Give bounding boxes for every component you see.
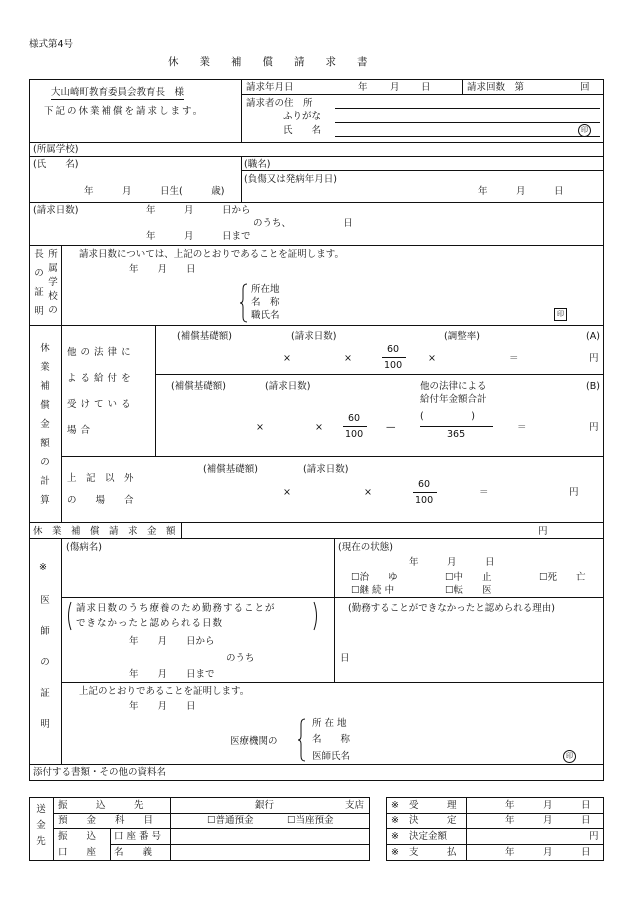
days-within: のうち、 日: [253, 218, 353, 229]
divider: [155, 325, 156, 456]
person-name-label: (氏 名): [33, 159, 79, 170]
yen-unit: 円: [589, 353, 599, 364]
fraction-bar: [413, 492, 437, 493]
divider: [29, 797, 370, 798]
base-amount-label: (補償基礎額): [171, 381, 226, 392]
divider: [386, 844, 603, 845]
principal-location: 所在地: [251, 284, 280, 295]
days-to: 年 月 日まで: [146, 231, 251, 242]
divider: [603, 797, 604, 861]
divider: [155, 374, 603, 375]
days-label: (請求日数): [33, 205, 79, 216]
divider: [29, 156, 603, 157]
paren-right-icon: [313, 601, 319, 631]
times-sign: ×: [315, 422, 323, 433]
times-sign: ×: [283, 353, 291, 364]
divider: [386, 797, 387, 860]
base-amount-label: (補償基礎額): [177, 331, 232, 342]
furigana-field[interactable]: [335, 122, 600, 123]
decided-amount-label: 決定金額: [409, 831, 448, 842]
birth-date: 年 月 日生( 歳): [84, 186, 225, 197]
care-days-text: 請求日数のうち療養のため勤務することが: [76, 603, 276, 614]
times-sign: ×: [364, 487, 372, 498]
institution-name: 名 称: [312, 734, 351, 745]
principal-official: 職氏名: [251, 310, 280, 321]
divider: [241, 94, 603, 95]
times-sign: ×: [344, 353, 352, 364]
address-field[interactable]: [335, 108, 600, 109]
annual-pension-label: 給付年金額合計: [420, 394, 487, 405]
doctor-side-label: 医 師 の 証 明: [40, 595, 50, 730]
equals-sign: ＝: [479, 487, 489, 498]
divider: [462, 79, 463, 94]
form-number: 様式第4号: [29, 39, 74, 50]
numerator: 60: [348, 413, 361, 424]
yen-unit: 円: [569, 487, 579, 498]
addressee-name: 大山崎町教育委員会教育長 様: [51, 87, 185, 98]
decision-date: 年 月 日: [505, 815, 591, 826]
furigana-label: ふりがな: [283, 111, 322, 122]
divider: [386, 813, 603, 814]
care-from: 年 月 日から: [129, 636, 215, 647]
office-mark: ※: [391, 847, 399, 858]
frame-left: [29, 79, 30, 780]
branch-label: 支店: [345, 800, 365, 811]
calc-side-label: 休 業 補 償 金 額 の 計 算: [40, 343, 50, 506]
account-number-label: 口 座 番 号: [114, 831, 162, 842]
disease-label: (傷病名): [66, 542, 102, 553]
account-label: 口 座: [58, 847, 97, 858]
bank-label: 銀行: [255, 800, 275, 811]
divider: [61, 325, 62, 522]
office-use-mark: ※: [39, 562, 47, 573]
days-label-a: (請求日数): [291, 331, 337, 342]
days-label-b: (請求日数): [265, 381, 311, 392]
divider: [29, 538, 603, 539]
other-law-pay-label: 他の法律による: [420, 381, 487, 392]
request-date-label: 請求年月日: [246, 82, 294, 93]
pension-field[interactable]: ( ): [420, 411, 475, 422]
other-law-line: 受 け て い る: [67, 399, 132, 410]
divider: [61, 245, 62, 325]
requested-amount-label: 休 業 補 償 請 求 金 額: [33, 526, 176, 537]
institution-label: 医療機関の: [230, 736, 278, 747]
school-label: (所属学校): [33, 144, 79, 155]
other-case-line: 上 記 以 外: [67, 473, 134, 484]
frame-right: [603, 79, 604, 780]
fraction-bar: [343, 426, 367, 427]
address-label: 請求者の住 所: [246, 98, 313, 109]
divider: [241, 156, 242, 202]
frame-bottom: [29, 780, 604, 781]
care-within: のうち 日: [226, 653, 350, 664]
times-sign: ×: [428, 353, 436, 364]
divider: [53, 813, 369, 814]
days-from: 年 月 日から: [146, 205, 251, 216]
office-mark: ※: [391, 831, 399, 842]
equals-sign: ＝: [517, 422, 527, 433]
equals-sign: ＝: [509, 353, 519, 364]
divider: [61, 597, 603, 598]
brace-icon: [240, 283, 248, 323]
received-label: 受 理: [409, 800, 457, 811]
formula-a-label: (A): [586, 331, 600, 342]
requester-name-field[interactable]: [335, 136, 600, 137]
divider: [170, 797, 171, 828]
transfer-label: 振 込: [58, 831, 97, 842]
divider: [369, 797, 370, 860]
divider: [181, 522, 182, 538]
status-date: 年 月 日: [409, 557, 495, 568]
status-label: (現在の状態): [338, 542, 393, 553]
job-label: (職名): [244, 159, 271, 170]
divider: [29, 245, 603, 246]
divider: [61, 456, 603, 457]
divider: [53, 828, 369, 829]
account-holder-label: 名 義: [114, 847, 153, 858]
principal-side-label-2: 所 属 学 校 の: [48, 249, 58, 316]
doctor-certify-text: 上記のとおりであることを証明します。: [79, 686, 250, 697]
divider: [29, 325, 603, 326]
remittance-side-label: 送 金 先: [36, 804, 46, 847]
divider: [386, 828, 603, 829]
frame-top: [29, 79, 603, 80]
fraction-bar: [382, 357, 406, 358]
divider: [29, 142, 603, 143]
rate-label: (調整率): [444, 331, 480, 342]
divider: [241, 79, 242, 142]
stamp-icon: 印: [554, 308, 567, 321]
decision-label: 決 定: [409, 815, 457, 826]
attachments-label: 添付する書類・その他の資料名: [33, 767, 167, 778]
denominator-365: 365: [447, 429, 466, 440]
divider: [29, 202, 603, 203]
times-sign: ×: [283, 487, 291, 498]
divider: [29, 797, 30, 860]
divider: [170, 828, 171, 860]
denominator: 100: [384, 360, 403, 371]
request-statement: 下記の休業補償を請求します。: [44, 106, 205, 117]
formula-b-label: (B): [586, 381, 600, 392]
divider: [110, 844, 369, 845]
count-unit: 回: [580, 82, 590, 93]
yen-unit: 円: [589, 422, 599, 433]
request-count-label: 請求回数 第: [467, 82, 525, 93]
denominator: 100: [345, 429, 364, 440]
divider: [466, 797, 467, 860]
principal-date: 年 月 日: [129, 264, 196, 275]
doctor-cert-date: 年 月 日: [129, 701, 196, 712]
status-continuing[interactable]: ☐継 続 中: [351, 585, 395, 596]
office-mark: ※: [391, 815, 399, 826]
divider: [29, 522, 603, 523]
seal-icon: 印: [563, 750, 576, 763]
office-mark: ※: [391, 800, 399, 811]
reason-label: (勤務することができなかったと認められる理由): [348, 603, 555, 614]
status-cured[interactable]: ☐治 ゆ: [351, 572, 398, 583]
principal-statement: 請求日数については、上記のとおりであることを証明します。: [79, 249, 345, 260]
divider: [29, 764, 603, 765]
divider: [386, 860, 603, 861]
ordinary-deposit-option[interactable]: ☐普通預金: [207, 815, 254, 826]
denominator: 100: [415, 495, 434, 506]
principal-side-label: 長 の 証 明: [34, 249, 44, 317]
day-label: 日: [421, 82, 431, 93]
brace-icon: [298, 718, 306, 762]
care-days-text: できなかったと認められる日数: [76, 618, 224, 629]
received-date: 年 月 日: [505, 800, 591, 811]
other-case-line: の 場 合: [67, 495, 134, 506]
base-amount-label: (補償基礎額): [203, 464, 258, 475]
divider: [61, 682, 603, 683]
fraction-bar: [420, 426, 493, 427]
divider: [386, 797, 603, 798]
injury-label: (負傷又は発病年月日): [244, 174, 337, 185]
numerator: 60: [387, 344, 400, 355]
institution-location: 所 在 地: [312, 718, 347, 729]
decided-amount-unit: 円: [589, 831, 599, 842]
year-label: 年: [358, 82, 368, 93]
doctor-name-label: 医師氏名: [312, 751, 351, 762]
care-to: 年 月 日まで: [129, 669, 215, 680]
days-label-c: (請求日数): [303, 464, 349, 475]
yen-unit: 円: [538, 526, 548, 537]
paren-left-icon: [66, 601, 72, 631]
status-died[interactable]: ☐死 亡: [539, 572, 586, 583]
other-law-line: 他 の 法 律 に: [67, 347, 132, 358]
other-law-line: よ る 給 付 を: [67, 373, 132, 384]
principal-school-name: 名 称: [251, 297, 280, 308]
status-stopped[interactable]: ☐中 止: [445, 572, 492, 583]
requester-name-label: 氏 名: [283, 125, 322, 136]
numerator: 60: [418, 479, 431, 490]
divider: [61, 538, 62, 764]
other-law-line: 場 合: [67, 425, 91, 436]
divider: [29, 860, 370, 861]
bank-dest-label: 振 込 先: [58, 800, 144, 811]
times-sign: ×: [256, 422, 264, 433]
deposit-type-label: 預 金 科 目: [58, 815, 154, 826]
status-transfer[interactable]: ☐転 医: [445, 585, 492, 596]
injury-date: 年 月 日: [478, 186, 564, 197]
current-deposit-option[interactable]: ☐当座預金: [287, 815, 334, 826]
month-label: 月: [390, 82, 400, 93]
seal-icon: 印: [578, 124, 591, 137]
payment-date: 年 月 日: [505, 847, 591, 858]
divider: [241, 170, 603, 171]
minus-sign: —: [386, 422, 396, 433]
divider: [110, 828, 111, 860]
payment-label: 支 払: [409, 847, 457, 858]
form-title: 休 業 補 償 請 求 書: [168, 56, 368, 68]
